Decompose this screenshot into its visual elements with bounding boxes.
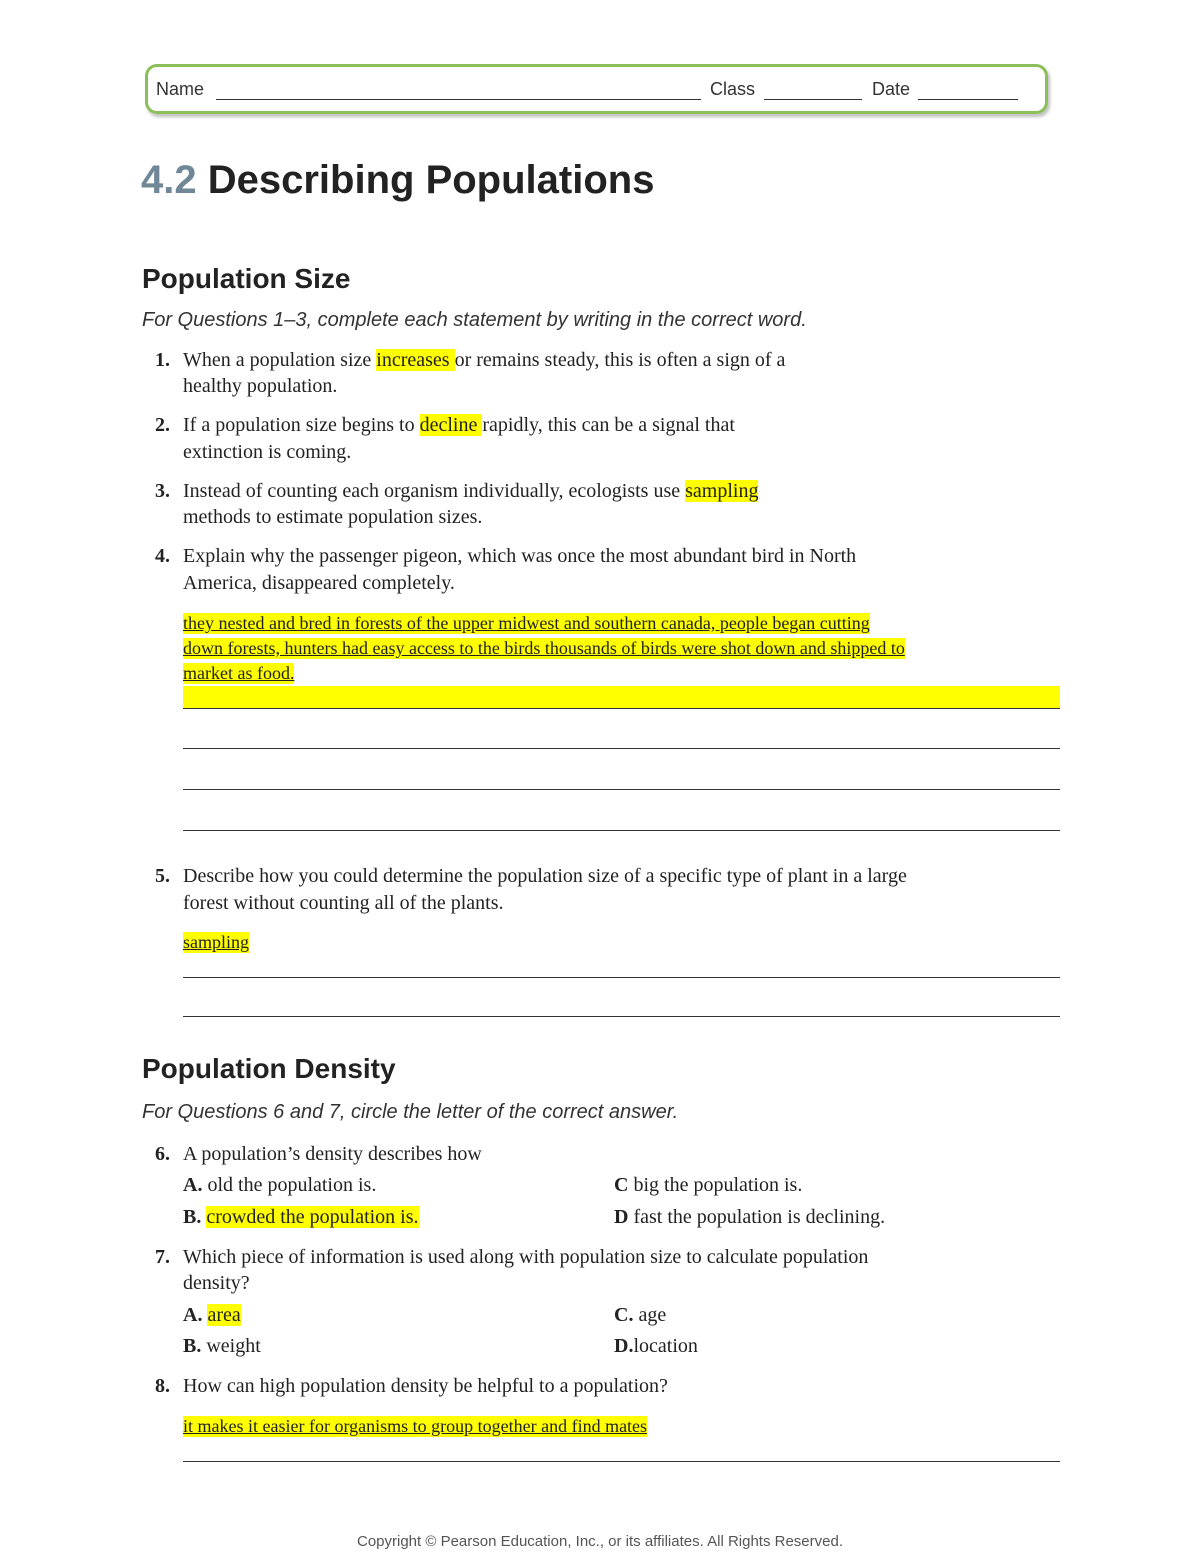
q4-answer-line3[interactable]: market as food.	[183, 663, 295, 683]
q2-number: 2.	[155, 414, 170, 436]
date-field[interactable]	[918, 99, 1018, 100]
q7-number: 7.	[155, 1246, 170, 1268]
q3-line2: methods to estimate population sizes.	[183, 506, 483, 528]
q3-line1: Instead of counting each organism individually, ecologists use sampling	[183, 480, 759, 502]
q5-answer-rule[interactable]	[183, 1016, 1060, 1017]
name-field[interactable]	[216, 99, 701, 100]
q2-answer[interactable]: decline	[419, 414, 483, 436]
q4-answer-highlight-band	[183, 686, 1060, 708]
q4-answer-rule[interactable]	[183, 789, 1060, 790]
q1-line2: healthy population.	[183, 375, 338, 397]
copyright-footer: Copyright © Pearson Education, Inc., or its affiliates. All Rights Reserved.	[356, 1533, 843, 1550]
section1-instructions: For Questions 1–3, complete each statement by writing in the correct word.	[142, 309, 807, 331]
q3-answer[interactable]: sampling	[685, 480, 759, 502]
q4-answer-line1[interactable]: they nested and bred in forests of the upper midwest and southern canada, people began cutting	[183, 613, 870, 633]
q4-line2: America, disappeared completely.	[183, 572, 455, 594]
q8-text: How can high population density be helpful to a population?	[183, 1375, 668, 1397]
class-label: Class	[710, 79, 756, 99]
q5-number: 5.	[155, 865, 170, 887]
q5-line2: forest without counting all of the plants.	[183, 892, 504, 914]
q6-option-a[interactable]: A. old the population is.	[183, 1174, 377, 1196]
q1-number: 1.	[155, 349, 170, 371]
q2-line1: If a population size begins to decline rapidly, this can be a signal that	[183, 414, 735, 436]
q4-line1: Explain why the passenger pigeon, which was once the most abundant bird in North	[183, 545, 857, 567]
q8-answer[interactable]: it makes it easier for organisms to group together and find mates	[183, 1416, 648, 1436]
q7-option-b[interactable]: B. weight	[183, 1335, 261, 1357]
q5-line1: Describe how you could determine the population size of a specific type of plant in a large	[183, 865, 907, 887]
lesson-number: 4.2	[141, 158, 197, 202]
student-info-box	[145, 64, 1048, 114]
q6-text: A population’s density describes how	[183, 1143, 482, 1165]
q7-line1: Which piece of information is used along with population size to calculate population	[183, 1246, 869, 1268]
q4-answer-rule[interactable]	[183, 748, 1060, 749]
q3-number: 3.	[155, 480, 170, 502]
lesson-title: Describing Populations	[207, 158, 655, 202]
section-heading-population-density: Population Density	[142, 1053, 396, 1084]
q7-option-c[interactable]: C. age	[614, 1304, 667, 1326]
class-field[interactable]	[764, 99, 862, 100]
q4-answer-rule[interactable]	[183, 830, 1060, 831]
q1-line1: When a population size increases or remains steady, this is often a sign of a	[183, 349, 786, 371]
q8-number: 8.	[155, 1375, 170, 1397]
date-label: Date	[872, 79, 911, 99]
q1-answer[interactable]: increases	[376, 349, 455, 371]
q5-answer-rule[interactable]	[183, 977, 1060, 978]
q6-option-c[interactable]: C big the population is.	[614, 1174, 803, 1196]
section2-instructions: For Questions 6 and 7, circle the letter of the correct answer.	[142, 1101, 679, 1123]
q7-option-d[interactable]: D.location	[614, 1335, 698, 1357]
q6-option-d[interactable]: D fast the population is declining.	[614, 1206, 886, 1228]
q5-answer[interactable]: sampling	[183, 932, 249, 952]
section-heading-population-size: Population Size	[142, 263, 351, 294]
q4-answer-line2[interactable]: down forests, hunters had easy access to the birds thousands of birds were shot down and shipped to	[183, 638, 905, 658]
q8-answer-rule[interactable]	[183, 1461, 1060, 1462]
q4-number: 4.	[155, 545, 170, 567]
name-label: Name	[156, 79, 205, 99]
q2-line2: extinction is coming.	[183, 441, 352, 463]
q7-option-a[interactable]: A. area	[183, 1304, 241, 1326]
q4-answer-rule[interactable]	[183, 708, 1060, 709]
q6-number: 6.	[155, 1143, 170, 1165]
page-title	[141, 158, 654, 203]
q7-line2: density?	[183, 1272, 250, 1294]
q6-option-b[interactable]: B. crowded the population is.	[183, 1206, 419, 1228]
